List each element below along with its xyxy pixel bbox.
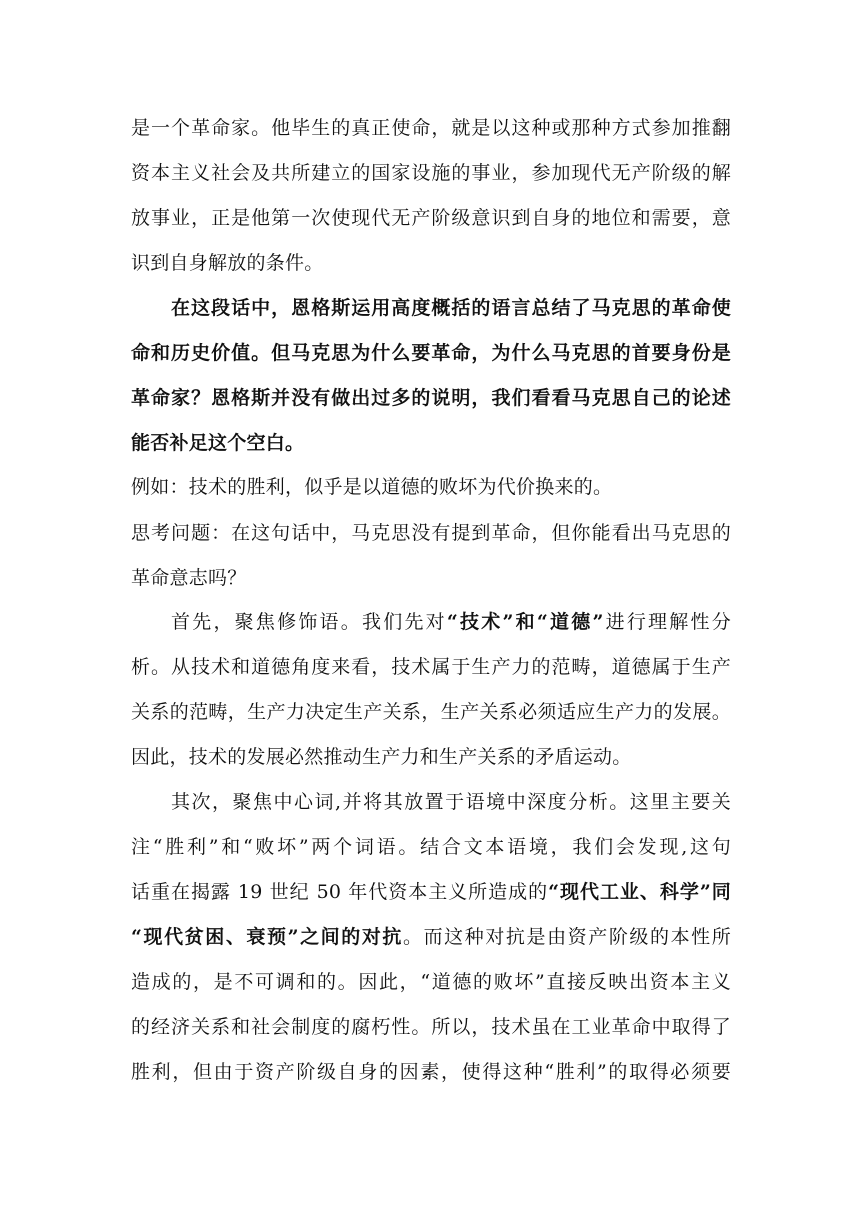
example-line: 例如：技术的胜利，似乎是以道德的败坏为代价换来的。 <box>131 476 613 498</box>
paragraph-4-emphasis-2: “现代贫困、衰预”之间的对抗 <box>131 926 404 948</box>
paragraph-3-line-2: 析。从技术和道德角度来看，技术属于生产力的范畴，道德属于生产 <box>131 656 731 678</box>
paragraph-2-line-4: 能否补足这个空白。 <box>131 432 305 454</box>
paragraph-4-line-1: 其次，聚焦中心词,并将其放置于语境中深度分析。这里主要关 <box>171 791 731 813</box>
paragraph-4-line-2: 注“胜利”和“败坏”两个词语。结合文本语境，我们会发现,这句 <box>131 836 731 858</box>
paragraph-1-line-3: 放事业，正是他第一次使现代无产阶级意识到自身的地位和需要，意 <box>131 207 731 229</box>
paragraph-4-line-6: 的经济关系和社会制度的腐朽性。所以，技术虽在工业革命中取得了 <box>131 1016 731 1038</box>
question-line-1: 思考问题：在这句话中，马克思没有提到革命，但你能看出马克思的 <box>131 522 731 544</box>
paragraph-3-line-1 <box>171 610 731 634</box>
question-line-2: 革命意志吗？ <box>131 567 247 589</box>
paragraph-4-line-3 <box>131 880 731 904</box>
paragraph-4-emphasis-1: “现代工业、科学”同 <box>548 881 731 903</box>
paragraph-3-line-3: 关系的范畴，生产力决定生产关系，生产关系必须适应生产力的发展。 <box>131 701 731 723</box>
paragraph-4-line-4 <box>131 925 731 949</box>
paragraph-4-line-4-part-b: 。而这种对抗是由资产阶级的本性所 <box>403 926 731 948</box>
paragraph-4-line-5: 造成的，是不可调和的。因此，“道德的败坏”直接反映出资本主义 <box>131 971 731 993</box>
paragraph-4-line-7: 胜利，但由于资产阶级自身的因素，使得这种“胜利”的取得必须要 <box>131 1061 731 1083</box>
paragraph-2-line-3: 革命家？恩格斯并没有做出过多的说明，我们看看马克思自己的论述 <box>131 387 731 409</box>
paragraph-3-line-1-part-a: 首先，聚焦修饰语。我们先对 <box>171 611 447 633</box>
paragraph-2-line-1: 在这段话中，恩格斯运用高度概括的语言总结了马克思的革命使 <box>171 297 731 319</box>
paragraph-3-line-1-part-c: 进行理解性分 <box>603 611 731 633</box>
paragraph-1-line-4: 识到自身解放的条件。 <box>131 252 324 274</box>
paragraph-1-line-1: 是一个革命家。他毕生的真正使命，就是以这种或那种方式参加推翻 <box>131 117 731 139</box>
paragraph-4-line-3-part-a: 话重在揭露 19 世纪 50 年代资本主义所造成的 <box>131 881 549 903</box>
paragraph-1-line-2: 资本主义社会及共所建立的国家设施的事业，参加现代无产阶级的解 <box>131 162 731 184</box>
paragraph-2-line-2: 命和历史价值。但马克思为什么要革命，为什么马克思的首要身份是 <box>131 342 731 364</box>
paragraph-3-emphasis: “技术”和“道德” <box>446 611 604 633</box>
paragraph-3-line-4: 因此，技术的发展必然推动生产力和生产关系的矛盾运动。 <box>131 746 632 768</box>
